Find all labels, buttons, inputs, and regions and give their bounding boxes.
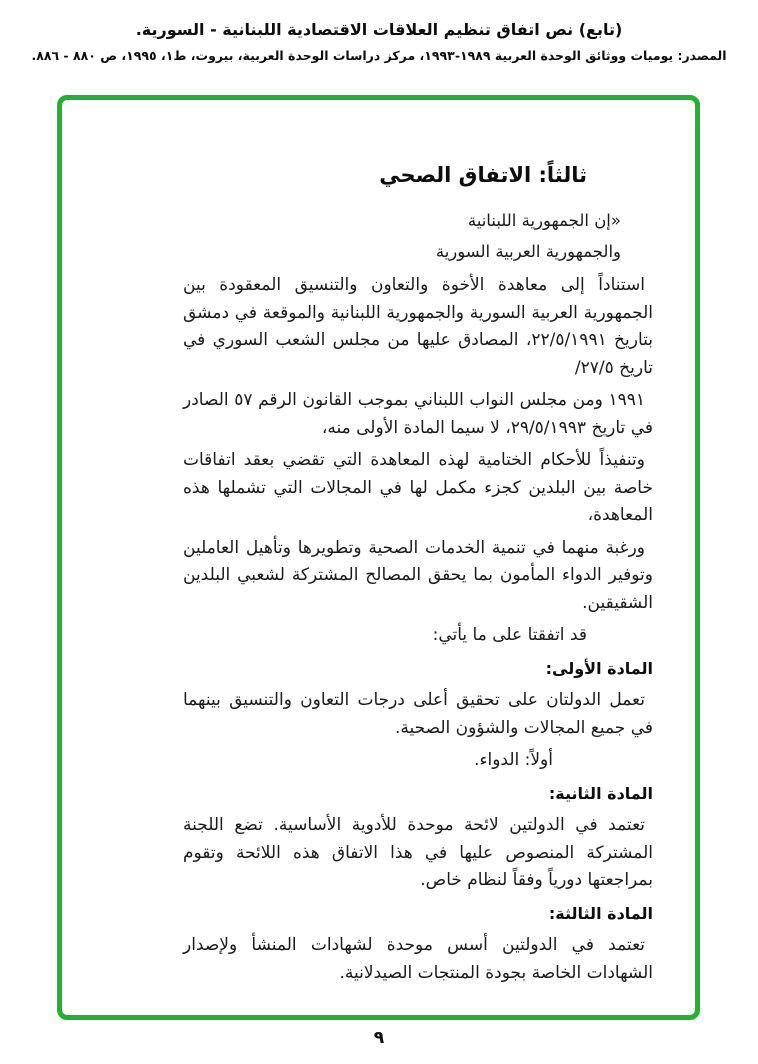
article-1-body: تعمل الدولتان على تحقيق أعلى درجات التعاون والتنسيق بينهما في جميع المجالات والشؤون الصحية. [183, 690, 653, 738]
preamble-paragraph: استناداً إلى معاهدة الأخوة والتعاون والتنسيق المعقودة بين الجمهورية العربية السورية والجمهورية اللبنانية والموقعة في دمشق بتاريخ ٢٢/٥/١٩٩١، المصادق عليها من مجلس الشعب السوري في تاريخ ٢٧/٥/ [183, 275, 654, 378]
preamble-paragraph: وتنفيذاً للأحكام الختامية لهذه المعاهدة التي تقضي بعقد اتفاقات خاصة بين البلدين كجزء مكمل لها في المجالات التي تشملها هذه المعاهدة، [183, 450, 653, 525]
article-3-heading: المادة الثالثة: [548, 903, 653, 923]
article-1-note: أولاً: الدواء. [474, 750, 553, 770]
article-2-body: تعتمد في الدولتين لائحة موحدة للأدوية الأساسية. تضع اللجنة المشتركة المنصوص عليها في هذا الاتفاق هذه اللائحة وتقوم بمراجعتها دورياً وفقاً لنظام خاص. [183, 815, 653, 890]
green-border-frame [57, 95, 700, 1020]
section-title: ثالثاً: الاتفاق الصحي [379, 163, 587, 187]
article-1-heading: المادة الأولى: [545, 658, 653, 678]
preamble-paragraph: ١٩٩١ ومن مجلس النواب اللبناني بموجب القانون الرقم ٥٧ الصادر في تاريخ ٢٩/٥/١٩٩٣، لا سيما المادة الأولى منه، [183, 390, 653, 438]
article-2-heading: المادة الثانية: [548, 783, 653, 803]
document-caption-title: (تابع) نص اتفاق تنظيم العلاقات الاقتصادية اللبنانية - السورية. [135, 20, 623, 39]
preamble-line-1: «إن الجمهورية اللبنانية [467, 211, 621, 230]
page-number: ٩ [373, 1028, 385, 1048]
document-source-line: المصدر: يوميات ووثائق الوحدة العربية ١٩٨٩-١٩٩٣، مركز دراسات الوحدة العربية، بيروت، ط١، ١٩٩٥، ص ٨٨٠ - ٨٨٦. [31, 48, 727, 63]
article-3-body: تعتمد في الدولتين أسس موحدة لشهادات المنشأ ولإصدار الشهادات الخاصة بجودة المنتجات الصيدلانية. [183, 935, 653, 983]
preamble-line-2: والجمهورية العربية السورية [435, 242, 621, 261]
agreement-text [62, 100, 695, 987]
page-caption [0, 0, 758, 63]
preamble-paragraph: ورغبة منهما في تنمية الخدمات الصحية وتطويرها وتأهيل العاملين وتوفير الدواء المأمون بما يحقق المصالح المشتركة لشعبي البلدين الشقيقين. [183, 537, 653, 613]
agreement-intro-line: قد اتفقتا على ما يأتي: [432, 625, 587, 645]
